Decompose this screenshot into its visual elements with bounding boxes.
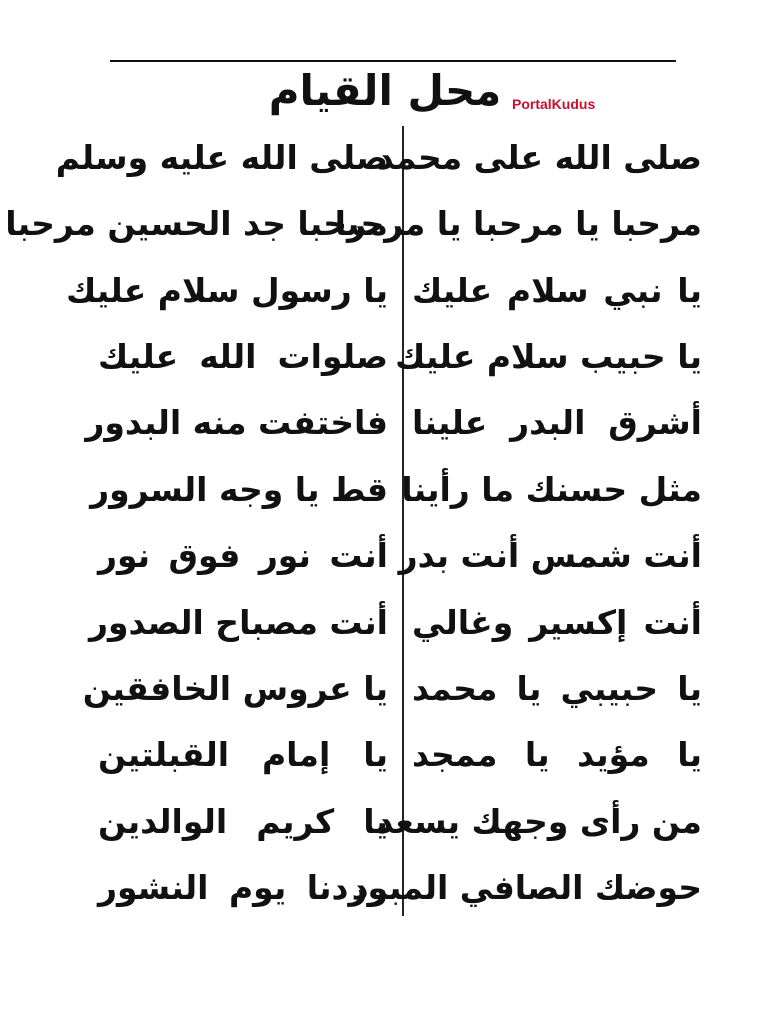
verse-line: مثل حسنك ما رأينا (401, 469, 702, 509)
verse-line: يا رسول سلام عليك (66, 270, 388, 310)
verse-line: صلى الله على محمد (376, 138, 702, 177)
verse-line: قط يا وجه السرور (90, 469, 388, 509)
verse-line: يا نبي سلام عليك (412, 270, 702, 310)
verse-line: صلى الله عليه وسلم (55, 138, 388, 177)
verse-line: يا عروس الخافقين (82, 668, 388, 708)
verse-line: أشرق البدر علينا (412, 403, 702, 443)
left-verse-column (5, 128, 388, 918)
verse-line: يا كريم الوالدين (98, 801, 388, 841)
verse-line: مرحبا يا مرحبا يا مرحبا (334, 204, 702, 244)
verse-line: صلوات الله عليك (98, 337, 388, 377)
verse-line: حوضك الصافي المبرد (351, 867, 702, 907)
right-verse-column (334, 128, 702, 918)
verse-line: أنت شمس أنت بدر (398, 536, 702, 576)
page-title: محل القيام (268, 66, 502, 115)
verse-line: أنت إكسير وغالي (412, 602, 702, 642)
verse-line: يا مؤيد يا ممجد (412, 735, 702, 775)
verse-line: أنت مصباح الصدور (89, 602, 388, 642)
verse-line: وردنا يوم النشور (98, 867, 388, 907)
watermark-text: PortalKudus (512, 96, 596, 112)
verse-line: من رأى وجهك يسعد (376, 801, 702, 841)
verse-line: يا حبيب سلام عليك (395, 337, 702, 377)
verse-line: يا حبيبي يا محمد (412, 668, 702, 708)
verse-line: يا إمام القبلتين (98, 735, 388, 775)
verse-line: أنت نور فوق نور (98, 536, 388, 576)
verse-line: فاختفت منه البدور (85, 403, 388, 443)
verse-line: مرحبا جد الحسين مرحبا (5, 204, 388, 244)
